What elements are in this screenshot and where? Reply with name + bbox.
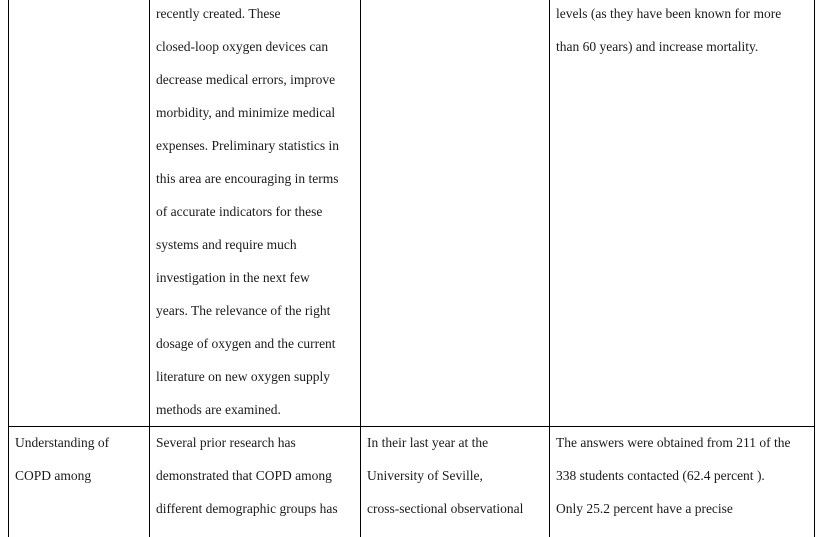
cell-text-line: The answers were obtained from 211 of the (556, 427, 808, 460)
table-cell-method (361, 427, 550, 537)
cell-text-line: closed-loop oxygen devices can (156, 30, 354, 63)
cell-text-line: University of Seville, (367, 459, 543, 492)
table-cell-results (550, 0, 815, 427)
cell-text-line: recently created. These (156, 0, 354, 30)
cell-text-line: different demographic groups has (156, 492, 354, 525)
cell-text-line: expenses. Preliminary statistics in (156, 129, 354, 162)
cell-text-line: cross-sectional observational (367, 492, 543, 525)
cell-text-line: methods are examined. (156, 393, 354, 426)
cell-text-line: In their last year at the (367, 427, 543, 460)
document-table (8, 0, 815, 537)
cell-text-line: Only 25.2 percent have a precise (556, 492, 808, 525)
cell-text-line: COPD among (15, 459, 143, 492)
table-cell-background (150, 427, 361, 537)
table-cell-topic (9, 427, 150, 537)
cell-text-line: years. The relevance of the right (156, 294, 354, 327)
cell-text-line: systems and require much (156, 228, 354, 261)
table-row (9, 427, 815, 537)
table-row (9, 0, 815, 427)
cell-text-line: 338 students contacted (62.4 percent ). (556, 459, 808, 492)
cell-text-line: of accurate indicators for these (156, 195, 354, 228)
cell-text-line: Several prior research has (156, 427, 354, 460)
cell-text-line: demonstrated that COPD among (156, 459, 354, 492)
cell-text-line: Understanding of (15, 427, 143, 460)
table-cell-results (550, 427, 815, 537)
cell-text-line: investigation in the next few (156, 261, 354, 294)
cell-text-line: levels (as they have been known for more (556, 0, 808, 30)
cell-text-line: literature on new oxygen supply (156, 360, 354, 393)
cell-text-line: than 60 years) and increase mortality. (556, 30, 808, 63)
cell-text-line: this area are encouraging in terms (156, 162, 354, 195)
cell-text-line: dosage of oxygen and the current (156, 327, 354, 360)
cell-text-line: decrease medical errors, improve (156, 63, 354, 96)
table-cell-background (150, 0, 361, 427)
table-cell-method (361, 0, 550, 427)
table-cell-topic (9, 0, 150, 427)
cell-text-line: morbidity, and minimize medical (156, 96, 354, 129)
